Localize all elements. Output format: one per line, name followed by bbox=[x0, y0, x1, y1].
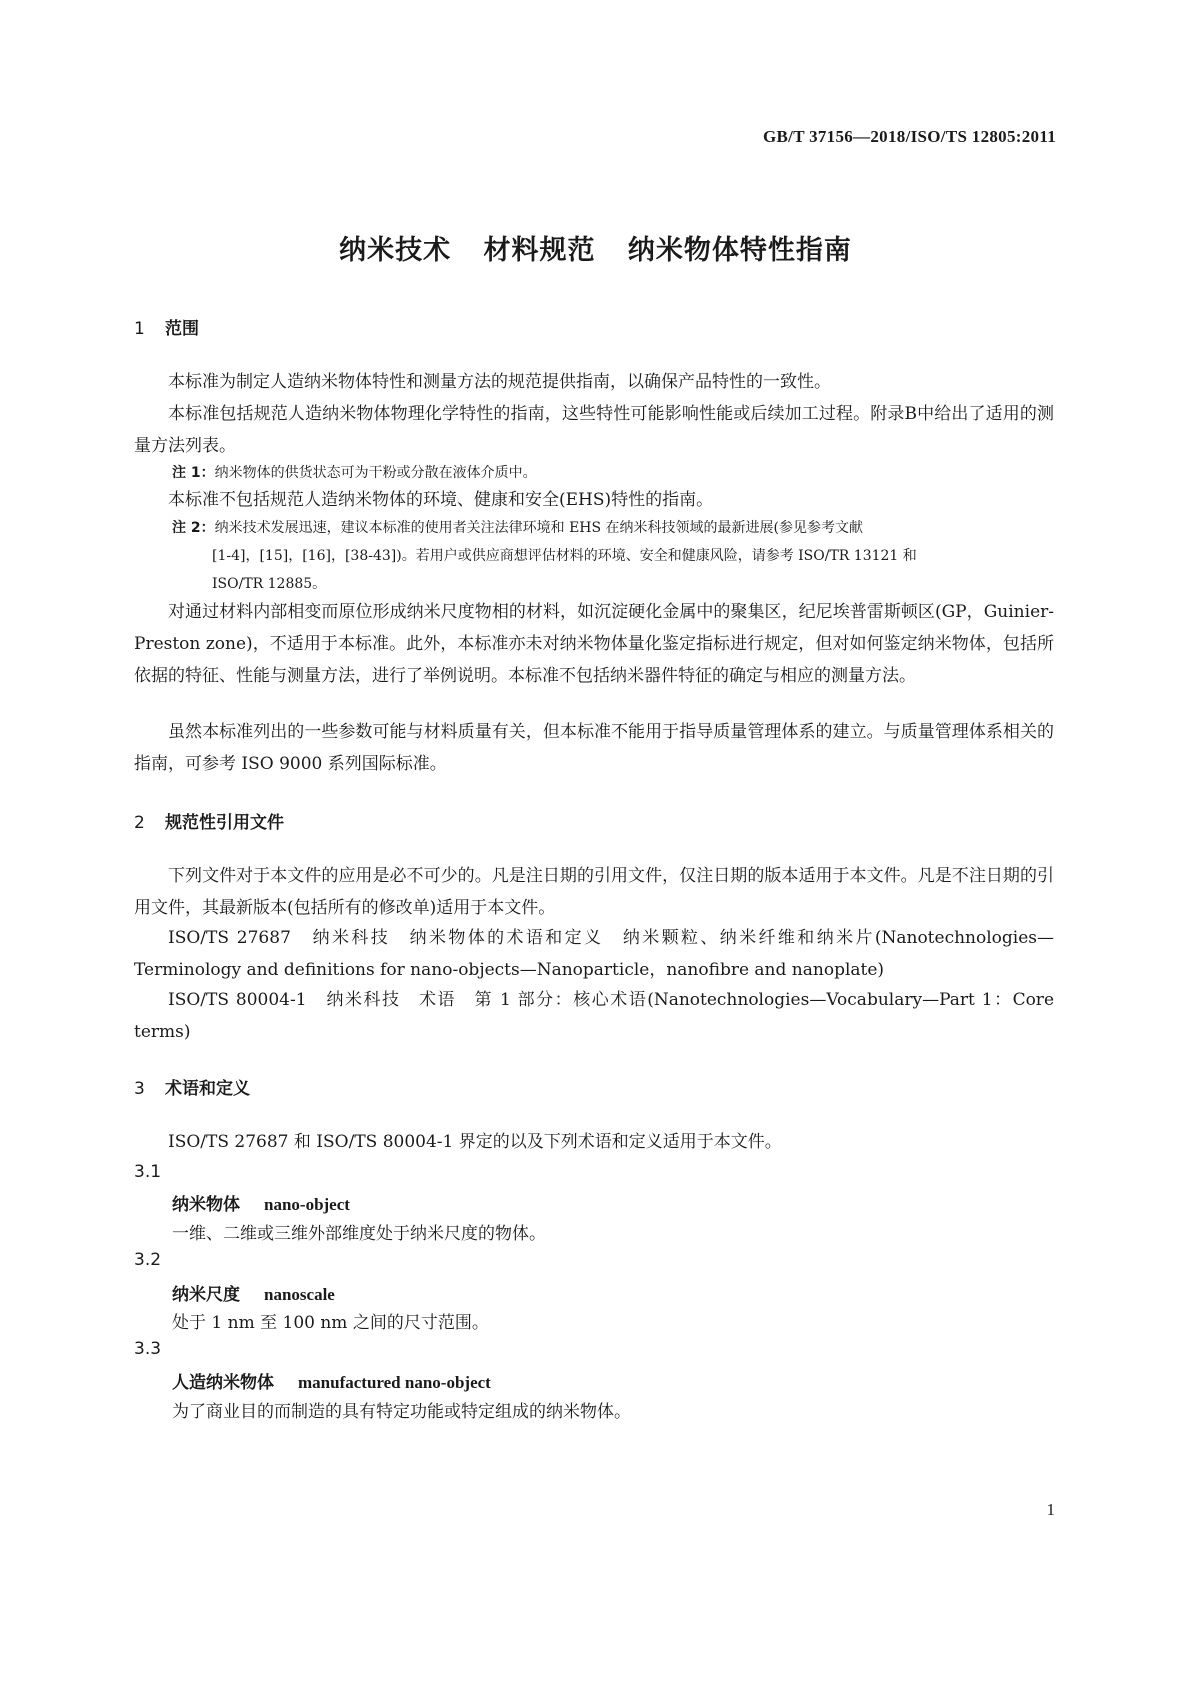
term-3-1-number: 3.1 bbox=[134, 1162, 162, 1182]
term-3-2-en: nanoscale bbox=[264, 1285, 335, 1304]
section-1-heading bbox=[134, 314, 199, 339]
section-1-number: 1 bbox=[134, 319, 145, 339]
term-3-1-name bbox=[172, 1190, 350, 1215]
term-3-2-zh: 纳米尺度 bbox=[172, 1285, 240, 1305]
section-1-para-3: 本标准不包括规范人造纳米物体的环境、健康和安全(EHS)特性的指南。 bbox=[168, 490, 714, 510]
note-1 bbox=[172, 459, 1052, 487]
section-2-title: 规范性引用文件 bbox=[165, 813, 284, 833]
term-3-3-definition: 为了商业目的而制造的具有特定功能或特定组成的纳米物体。 bbox=[172, 1402, 631, 1422]
section-2-number: 2 bbox=[134, 813, 145, 833]
term-3-1-definition: 一维、二维或三维外部维度处于纳米尺度的物体。 bbox=[172, 1224, 546, 1244]
term-3-2-name bbox=[172, 1280, 335, 1305]
section-1-para-2: 本标准包括规范人造纳米物体物理化学特性的指南，这些特性可能影响性能或后续加工过程。附录B中给出了适用的测量方法列表。 bbox=[134, 404, 1054, 456]
section-3-heading bbox=[134, 1074, 250, 1099]
section-2-para-1: 下列文件对于本文件的应用是必不可少的。凡是注日期的引用文件，仅注日期的版本适用于本文件。凡是不注日期的引用文件，其最新版本(包括所有的修改单)适用于本文件。 bbox=[134, 866, 1054, 918]
note-2-label: 注 2： bbox=[172, 520, 215, 536]
section-3-number: 3 bbox=[134, 1079, 145, 1099]
note-1-text: 纳米物体的供货状态可为干粉或分散在液体介质中。 bbox=[214, 465, 537, 481]
section-1-para-4: 对通过材料内部相变而原位形成纳米尺度物相的材料，如沉淀硬化金属中的聚集区，纪尼埃普雷斯顿区(GP，Guinier-Preston zone)，不适用于本标准。此外，本标准亦未对纳米物体量化鉴定指标进行规定，但对如何鉴定纳米物体，包括所依据的特征、性能与测量方法，进行了举例说明。本标准不包括纳米器件特征的确定与相应的测量方法。 bbox=[134, 602, 1054, 686]
note-2 bbox=[172, 514, 1052, 598]
section-1-title: 范围 bbox=[165, 319, 199, 339]
section-2-heading bbox=[134, 808, 284, 833]
section-1-para-5: 虽然本标准列出的一些参数可能与材料质量有关，但本标准不能用于指导质量管理体系的建立。与质量管理体系相关的指南，可参考 ISO 9000 系列国际标准。 bbox=[134, 722, 1054, 774]
standard-code: GB/T 37156—2018/ISO/TS 12805:2011 bbox=[763, 127, 1056, 146]
reference-iso-ts-27687: ISO/TS 27687 纳米科技 纳米物体的术语和定义 纳米颗粒、纳米纤维和纳米片(Nanotechnologies—Terminology and definitions for nano-objects—Nanoparticle，nanofibre and nanoplate) bbox=[134, 928, 1054, 980]
term-3-3-zh: 人造纳米物体 bbox=[172, 1373, 274, 1393]
term-3-3-number: 3.3 bbox=[134, 1339, 162, 1359]
term-3-2-number: 3.2 bbox=[134, 1250, 162, 1270]
reference-iso-ts-80004-1: ISO/TS 80004-1 纳米科技 术语 第 1 部分：核心术语(Nanotechnologies—Vocabulary—Part 1：Core terms) bbox=[134, 990, 1054, 1042]
term-3-2-definition: 处于 1 nm 至 100 nm 之间的尺寸范围。 bbox=[172, 1313, 489, 1333]
term-3-1-zh: 纳米物体 bbox=[172, 1195, 240, 1215]
page-number: 1 bbox=[1046, 1500, 1055, 1519]
term-3-1-en: nano-object bbox=[264, 1195, 350, 1214]
section-3-intro: ISO/TS 27687 和 ISO/TS 80004-1 界定的以及下列术语和定义适用于本文件。 bbox=[168, 1132, 782, 1152]
note-1-label: 注 1： bbox=[172, 465, 215, 481]
section-3-title: 术语和定义 bbox=[165, 1079, 250, 1099]
note-2-line-2: [1-4]，[15]，[16]，[38-43])。若用户或供应商想评估材料的环境、安全和健康风险，请参考 ISO/TR 13121 和 bbox=[212, 548, 917, 564]
term-3-3-en: manufactured nano-object bbox=[298, 1373, 491, 1392]
note-2-line-1: 纳米技术发展迅速，建议本标准的使用者关注法律环境和 EHS 在纳米科技领域的最新进展(参见参考文献 bbox=[214, 520, 864, 536]
document-title: 纳米技术 材料规范 纳米物体特性指南 bbox=[339, 235, 852, 266]
note-2-line-3: ISO/TR 12885。 bbox=[212, 576, 327, 592]
term-3-3-name bbox=[172, 1368, 491, 1393]
section-1-para-1: 本标准为制定人造纳米物体特性和测量方法的规范提供指南，以确保产品特性的一致性。 bbox=[168, 372, 831, 392]
